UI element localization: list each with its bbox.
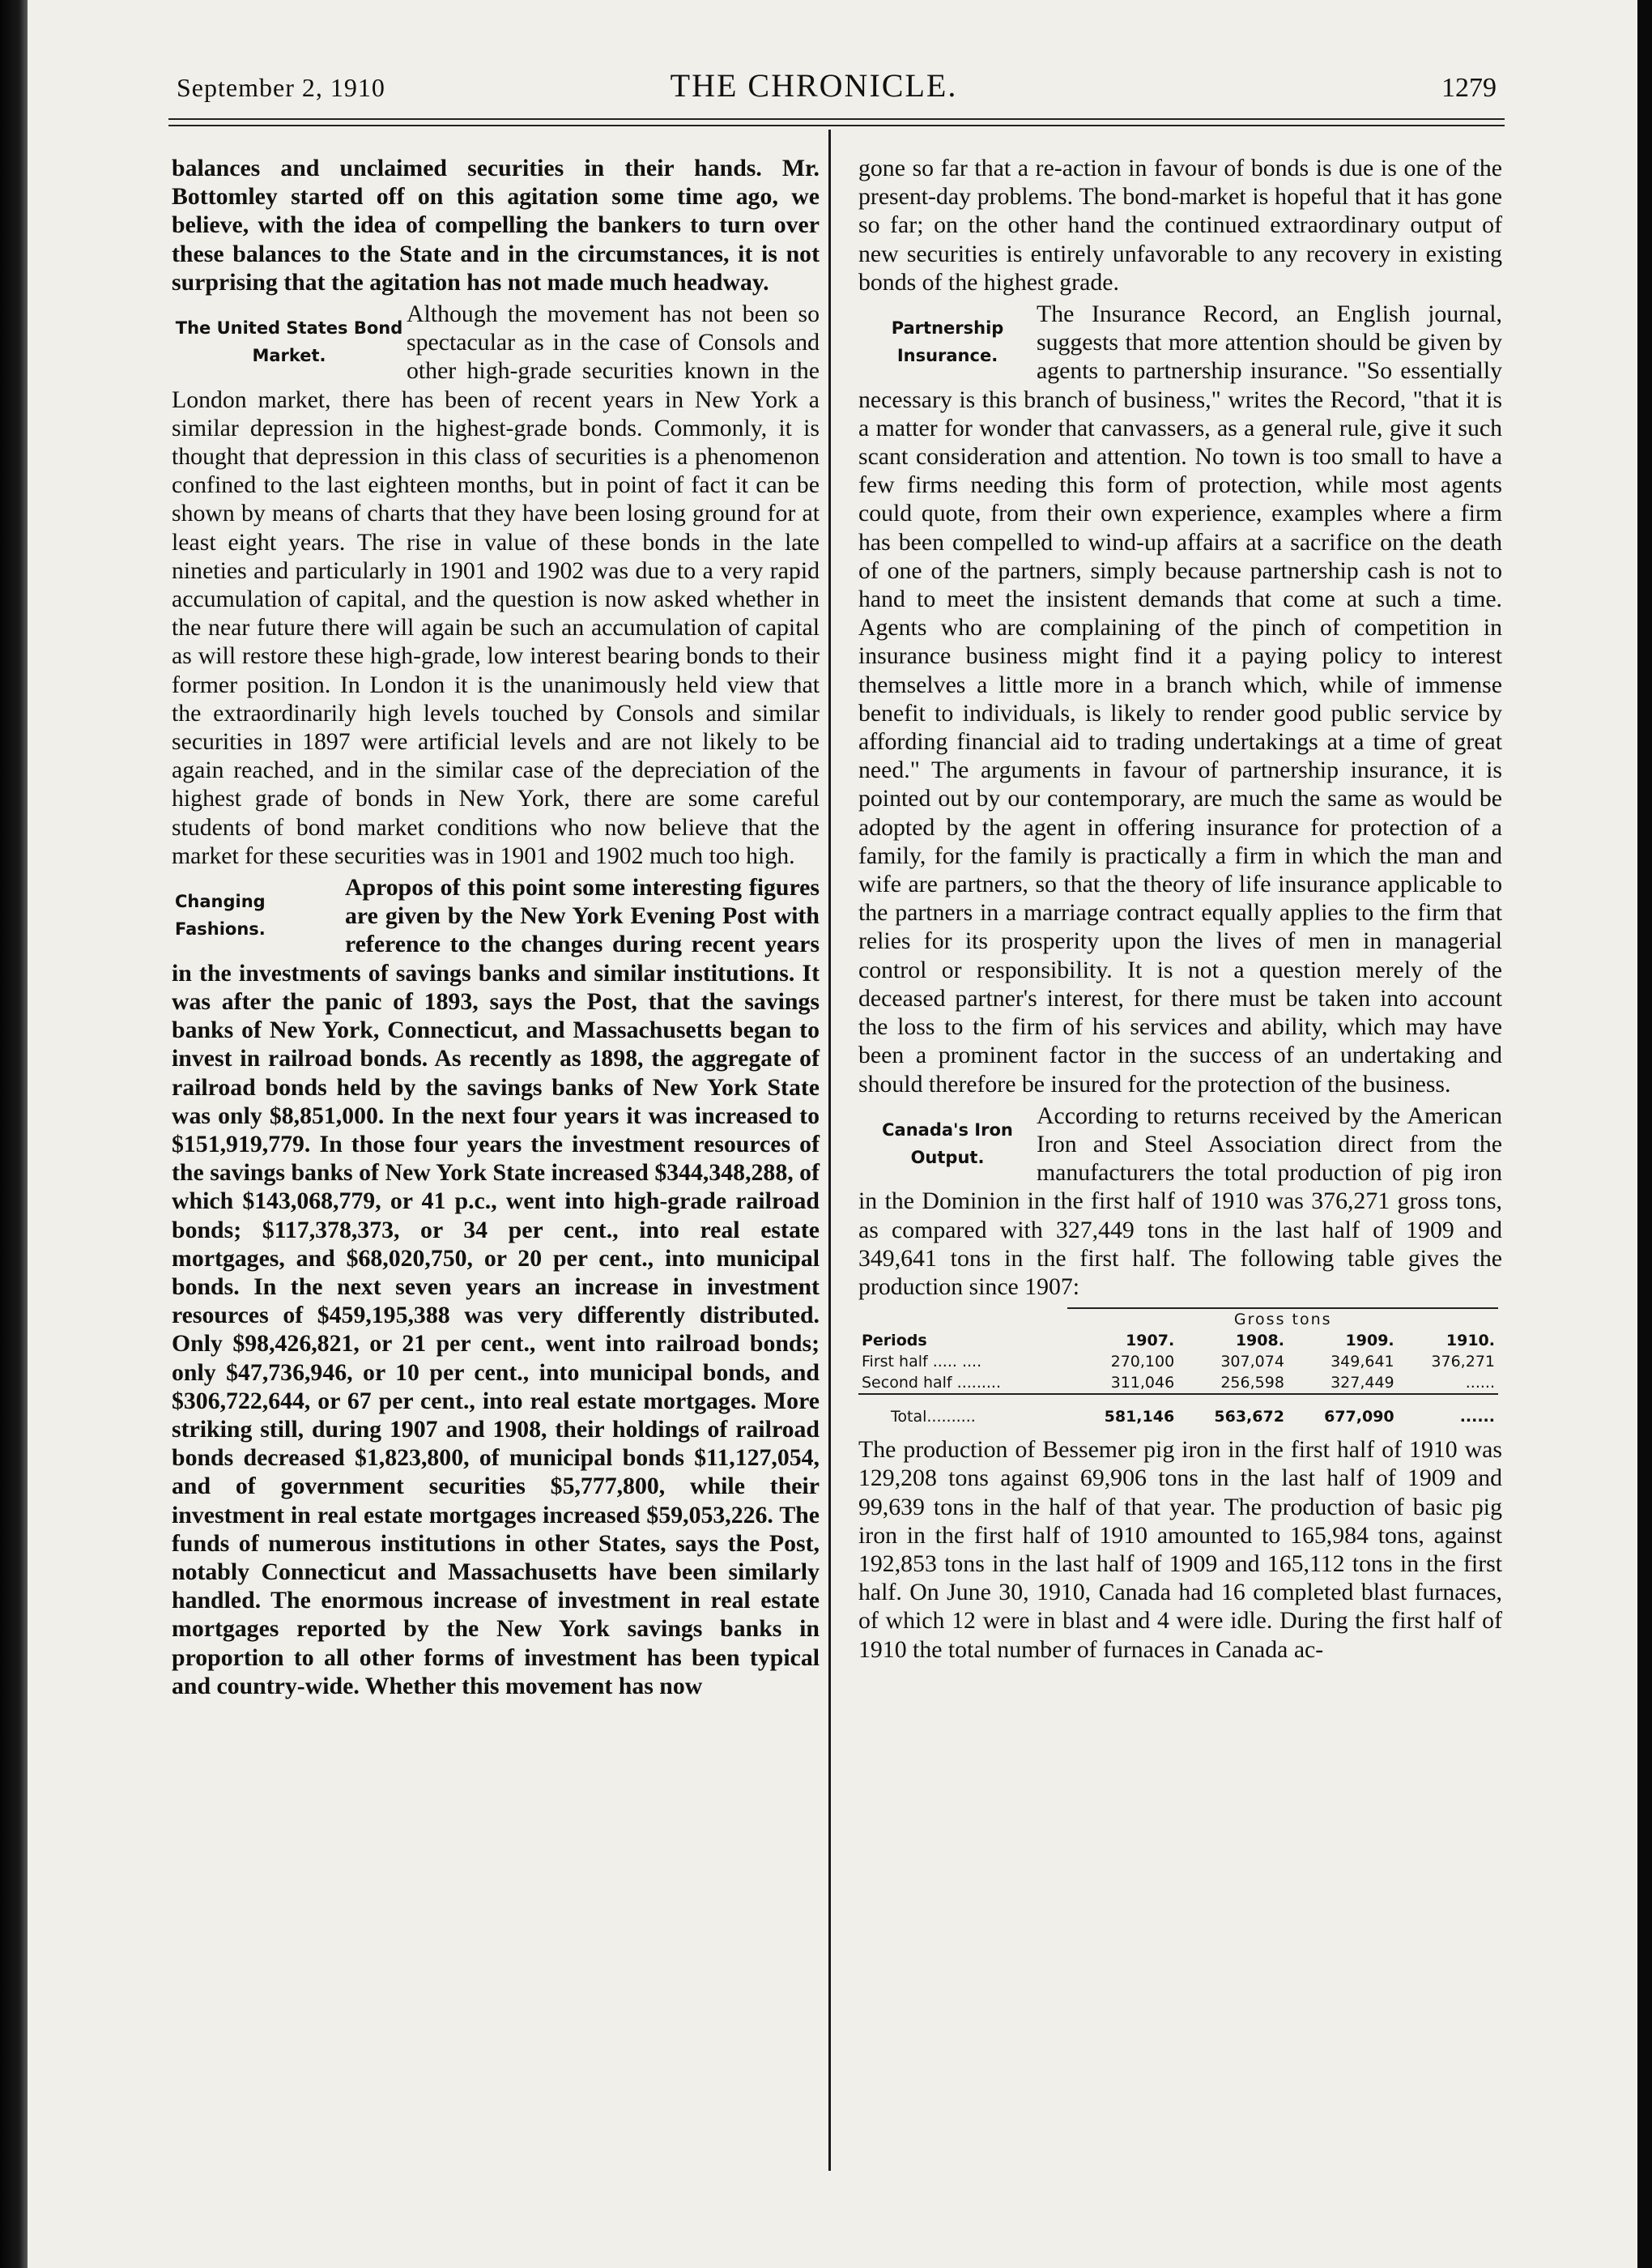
header-rule-top (168, 118, 1505, 120)
header-rule-bottom (168, 125, 1505, 126)
changing-fashions-body: Apropos of this point some interesting figures are given by the New York Evening Post with reference to the changes during recent years in the investments of savings banks and similar institutions. It was after the panic of 1893, says the Post, that the savings banks of New York, Connecticut, and Massachusetts began to invest in railroad bonds. As recently as 1898, the aggregate of railroad bonds held by the savings banks of New York State was only $8,851,000. In the next four years it was increased to $151,919,779. In those four years the investment resources of the savings banks of New York State increased $344,348,288, of which $143,068,779, or 41 p.c., went into high-grade railroad bonds; $117,378,373, or 34 per cent., into real estate mortgages, and $68,020,750, or 20 per cent., into municipal bonds. In the next seven years an increase in investment resources of $459,195,388 was very differently distributed. Only $98,426,821, or 21 per cent., went into railroad bonds; only $47,736,946, or 10 per cent., into municipal bonds, and $306,722,644, or 67 per cent., into real estate mortgages. More striking still, during 1907 and 1908, their holdings of railroad bonds decreased $1,823,800, of municipal bonds $11,127,054, and of government securities $5,777,800, while their investment in real estate mortgages increased $59,053,226. The funds of numerous institutions in other States, says the Post, notably Connecticut and Massachusetts have been similarly handled. The enormous increase of investment in real estate mortgages reported by the New York savings banks in proportion to all other forms of investment has been typical and country-wide. Whether this movement has now (172, 874, 820, 1699)
right-opening-paragraph: gone so far that a re-action in favour of bonds is due is one of the present-day problems. The bond-market is hopeful that it has gone so far; on the other hand the continued extraordinary output of new securities is entirely unfavorable to any recovery in existing bonds of the highest grade. (858, 155, 1502, 296)
section-heading: Partnership Insurance. (891, 318, 1004, 366)
table-row-label: First half ..... .... (862, 1353, 982, 1371)
table-cell: 376,271 (1431, 1353, 1495, 1371)
bond-market-section (172, 300, 820, 870)
table-row-label: Total.......... (891, 1408, 976, 1426)
bond-market-body: Although the movement has not been so spectacular as in the case of Consols and other high-grade securities known in the London market, there has been of recent years in New York a similar depression in the highest-grade bonds. Commonly, it is thought that depression in this class of securities is a phenomenon confined to the last eighteen months, but in point of fact it can be shown by means of charts that they have been losing ground for at least eight years. The rise in value of these bonds in the late nineties and particularly in 1901 and 1902 was due to a very rapid accumulation of capital, and the question is now asked whether in the near future there will again be such an accumulation of capital as will restore these high-grade, low interest bearing bonds to their former position. In London it is the unanimously held view that the extraordinarily high levels touched by Consols and similar securities in 1897 were artificial levels and are not likely to be again reached, and in the similar case of the depreciation of the highest grade of bonds in New York, there are some careful students of bond market conditions who now believe that the market for these securities was in 1901 and 1902 much too high. (172, 301, 820, 869)
partnership-insurance-body: The Insurance Record, an English journal, suggests that more attention should be given by agents to partnership insurance. "So essentially necessary is this branch of business," writes the Record, "that it is a matter for wonder that canvassers, as a general rule, give it such scant consideration and attention. No town is too small to have a few firms needing this form of protection, while most agents could quote, from their own experience, examples where a firm has been compelled to wind-up affairs at a sacrifice on the death of one of the partners, simply because partnership cash is not to hand to meet the insistent demands that come at such a time. Agents who are complaining of the pinch of competition in insurance business might find it a paying policy to interest themselves a little more in a branch which, while of immense benefit to individuals, is likely to render good public service by affording financial aid to trading undertakings at a time of great need." The arguments in favour of partnership insurance, it is pointed out by our contemporary, are much the same as would be adopted by the agent in offering insurance for protection of a family, for the family is practically a firm in which the man and wife are partners, so that the theory of life insurance applicable to the partners in a marriage contract equally applies to the firm that relies for its prosperity upon the lives of men in managerial control or responsibility. It is not a question merely of the deceased partner's interest, for there must be taken into account the loss to the firm of his services and ability, which may have been a prominent factor in the success of an undertaking and should therefore be insured for the protection of the business. (858, 301, 1502, 1098)
table-cell: 677,090 (1324, 1408, 1394, 1426)
table-header-cell: 1907. (1126, 1332, 1175, 1350)
section-heading: The United States Bond Market. (175, 318, 403, 366)
table-header-cell: 1908. (1235, 1332, 1284, 1350)
table-cell: 349,641 (1331, 1353, 1394, 1371)
issue-date: September 2, 1910 (177, 73, 385, 102)
left-column (172, 154, 820, 1700)
table-row (858, 1351, 1498, 1372)
page-header (146, 66, 1497, 115)
iron-output-closing: The production of Bessemer pig iron in the first half of 1910 was 129,208 tons against 69,906 tons in the last half of 1909 and 99,639 tons in the half of that year. The production of basic pig iron in the first half of 1910 amounted to 165,984 tons, against 192,853 tons in the last half of 1909 and 165,112 tons in the first half. On June 30, 1910, Canada had 16 completed blast furnaces, of which 12 were in blast and 4 were idle. During the first half of 1910 the total number of furnaces in Canada ac- (858, 1436, 1502, 1663)
journal-title: THE CHRONICLE. (670, 67, 958, 104)
table-cell: ...... (1459, 1408, 1495, 1426)
table-cell: 563,672 (1214, 1408, 1284, 1426)
table-header-row (858, 1330, 1498, 1351)
section-heading: Changing Fashions. (175, 892, 266, 940)
table-cell: 256,598 (1177, 1372, 1288, 1394)
iron-output-section (858, 1102, 1502, 1664)
table-cell: 270,100 (1110, 1353, 1175, 1371)
table-header-cell: 1909. (1345, 1332, 1394, 1350)
page-number: 1279 (1441, 73, 1497, 103)
partnership-insurance-section (858, 300, 1502, 1098)
table-cell: ...... (1398, 1372, 1498, 1394)
table-header-cell: Periods (862, 1332, 927, 1350)
table-header-cell: 1910. (1446, 1332, 1495, 1350)
iron-output-body: According to returns received by the American Iron and Steel Association direct from the manufacturers the total production of pig iron in the Dominion in the first half of 1910 was 376,271 gross tons, as compared with 327,449 tons in the last half of 1909 and 349,641 tons in the first half. The following table gives the production since 1907: (858, 1102, 1502, 1300)
left-opening-paragraph: balances and unclaimed securities in their hands. Mr. Bottomley started off on this agitation some time ago, we believe, with the idea of compelling the bankers to turn over these balances to the State and in the circumstances, it is not surprising that the agitation has not made much headway. (172, 155, 820, 296)
right-column (858, 154, 1502, 1664)
changing-fashions-section (172, 873, 820, 1700)
column-divider (828, 130, 831, 2171)
table-cell: 327,449 (1288, 1372, 1398, 1394)
section-heading: Canada's Iron Output. (882, 1119, 1013, 1167)
table-group-row (858, 1308, 1498, 1330)
pig-iron-table (858, 1307, 1498, 1427)
book-spine-shadow (0, 0, 28, 2268)
table-cell: 307,074 (1220, 1353, 1284, 1371)
table-row-label: Second half ......... (858, 1372, 1067, 1394)
table-cell: 311,046 (1067, 1372, 1177, 1394)
table-group-label: Gross tons (1067, 1308, 1498, 1330)
table-cell: 581,146 (1104, 1408, 1175, 1426)
table-row (858, 1372, 1498, 1394)
table-total-row (858, 1394, 1498, 1427)
